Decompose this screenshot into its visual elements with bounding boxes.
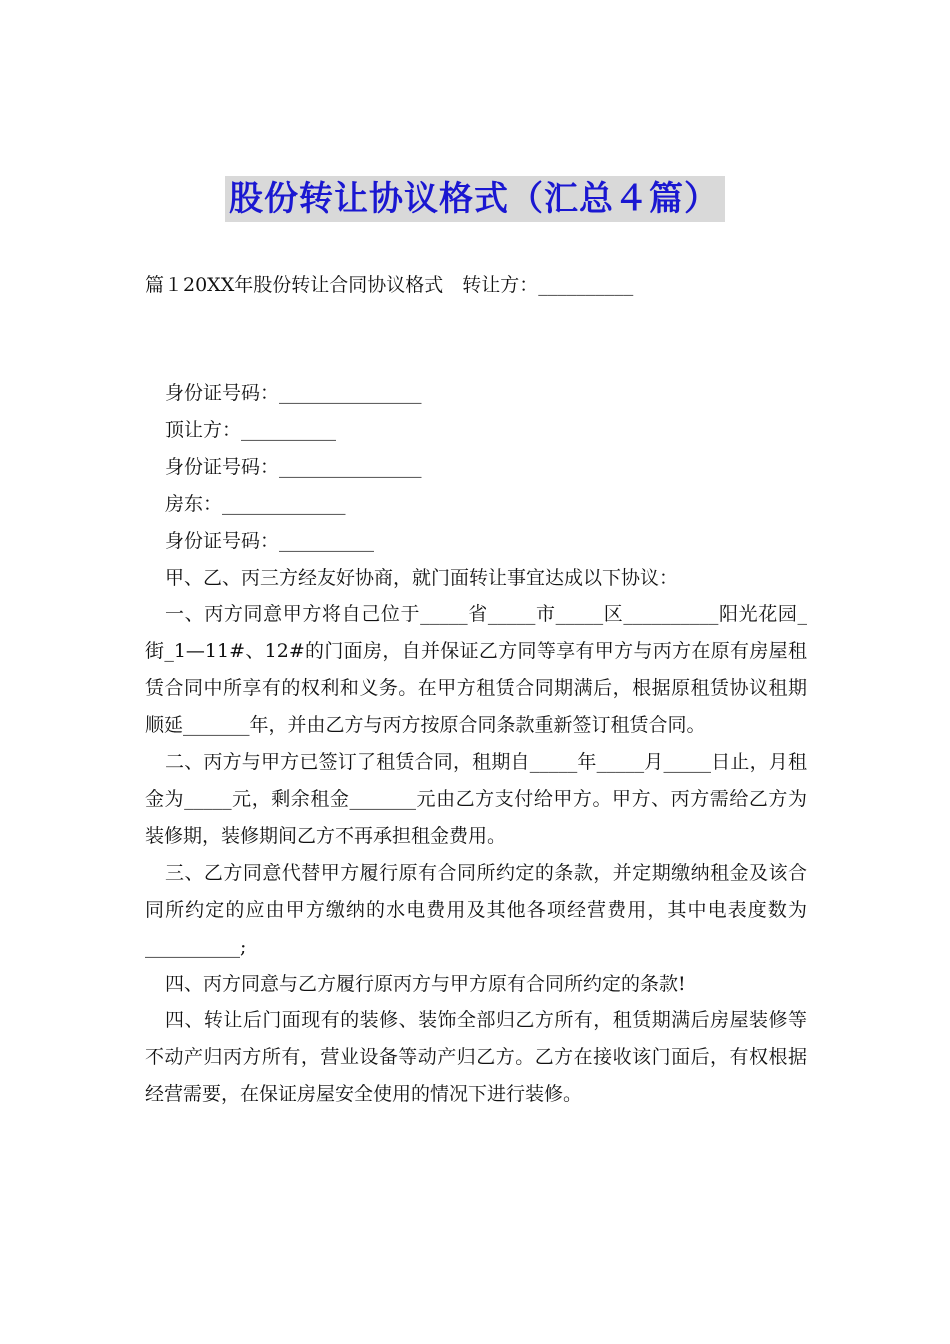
transferee-line: 顶让方：__________ [165,418,337,441]
agreement-intro: 甲、乙、丙三方经友好协商，就门面转让事宜达成以下协议： [165,566,679,589]
document-title: 股份转让协议格式（汇总４篇） [225,176,725,222]
clause-2: 二、丙方与甲方已签订了租赁合同，租期自_____年_____月_____日止，月租金为_____元，剩余租金_______元由乙方支付给甲方。甲方、丙方需给乙方为装修期，装修期间乙方不再承担租金费用。 [145,751,807,847]
clause-5: 四、转让后门面现有的装修、装饰全部归乙方所有，租赁期满后房屋装修等不动产归丙方所有，营业设备等动产归乙方。乙方在接收该门面后，有权根据经营需要，在保证房屋安全使用的情况下进行装修。 [145,1009,807,1106]
id-number-line-1: 身份证号码：_______________ [165,382,422,404]
id-number-line-2: 身份证号码：_______________ [165,455,422,478]
clause-3: 三、乙方同意代替甲方履行原有合同所约定的条款，并定期缴纳租金及该合同所约定的应由甲方缴纳的水电费用及其他各项经营费用，其中电表度数为__________; [145,861,807,958]
landlord-line: 房东：_____________ [165,492,346,515]
clause-4: 四、丙方同意与乙方履行原丙方与甲方原有合同所约定的条款! [165,972,686,995]
clause-1: 一、丙方同意甲方将自己位于_____省_____市_____区__________阳光花园_街_1—11#、12#的门面房，自并保证乙方同等享有甲方与丙方在原有房屋租赁合同中所享有的权利和义务。在甲方租赁合同期满后，根据原租赁协议租期顺延_______年，并由乙方与丙方按原合同条款重新签订租赁合同。 [145,603,807,737]
title-container [0,176,950,222]
id-number-line-3: 身份证号码：__________ [165,529,375,552]
section-heading: 篇１20XX年股份转让合同协议格式 转让方：__________ [145,274,634,296]
document-body [145,375,807,1113]
